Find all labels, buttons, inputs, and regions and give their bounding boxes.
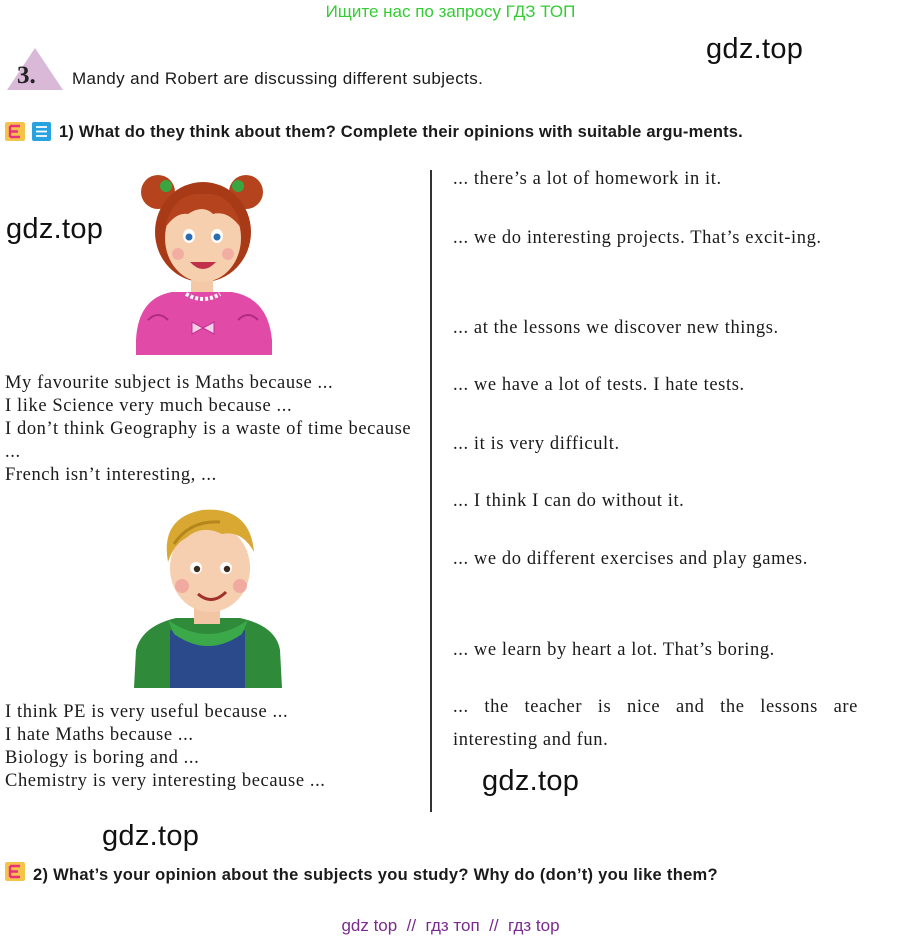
argument-1: ... there’s a lot of homework in it. bbox=[453, 169, 722, 189]
mandy-opinions bbox=[5, 372, 415, 487]
robert-opinions bbox=[5, 701, 415, 793]
robert-opinion-1: I think PE is very useful because ... bbox=[5, 702, 289, 722]
part1-instruction: 1) What do they think about them? Complete their opinions with suitable argu-ments. bbox=[59, 123, 743, 141]
watermark-bottom: gdz.top bbox=[102, 820, 200, 852]
watermark-top-right: gdz.top bbox=[706, 33, 804, 65]
argument-7: ... we do different exercises and play games. bbox=[453, 549, 808, 569]
mandy-opinion-2: I like Science very much because ... bbox=[5, 396, 293, 416]
argument-5: ... it is very difficult. bbox=[453, 434, 620, 454]
argument-4: ... we have a lot of tests. I hate tests. bbox=[453, 375, 745, 395]
argument-3: ... at the lessons we discover new things. bbox=[453, 318, 779, 338]
footer-links: gdz top // гдз топ // гдз top bbox=[341, 916, 560, 935]
argument-2: ... we do interesting projects. That’s excit-ing. bbox=[453, 228, 822, 248]
mandy-opinion-4: French isn’t interesting, ... bbox=[5, 465, 217, 485]
watermark-right: gdz.top bbox=[482, 765, 580, 797]
robert-illustration bbox=[130, 500, 285, 688]
argument-9: ... the teacher is nice and the lessons are interesting and fun. bbox=[453, 697, 858, 750]
part2-question: 2) What’s your opinion about the subjects you study? Why do (don’t) you like them? bbox=[33, 866, 718, 884]
robert-opinion-2: I hate Maths because ... bbox=[5, 725, 194, 745]
watermark-left: gdz.top bbox=[6, 213, 104, 245]
robert-opinion-4: Chemistry is very interesting because ... bbox=[5, 771, 326, 791]
argument-8: ... we learn by heart a lot. That’s boring. bbox=[453, 640, 775, 660]
exercise-intro: Mandy and Robert are discussing different subjects. bbox=[72, 69, 484, 88]
mandy-illustration bbox=[128, 170, 280, 355]
argument-6: ... I think I can do without it. bbox=[453, 491, 685, 511]
column-divider bbox=[430, 170, 432, 812]
exercise-number: 3. bbox=[17, 62, 36, 89]
robert-opinion-3: Biology is boring and ... bbox=[5, 748, 200, 768]
top-banner: Ищите нас по запросу ГДЗ ТОП bbox=[325, 2, 576, 21]
mandy-opinion-1: My favourite subject is Maths because ... bbox=[5, 373, 334, 393]
mandy-opinion-3: I don’t think Geography is a waste of time because ... bbox=[5, 419, 412, 462]
